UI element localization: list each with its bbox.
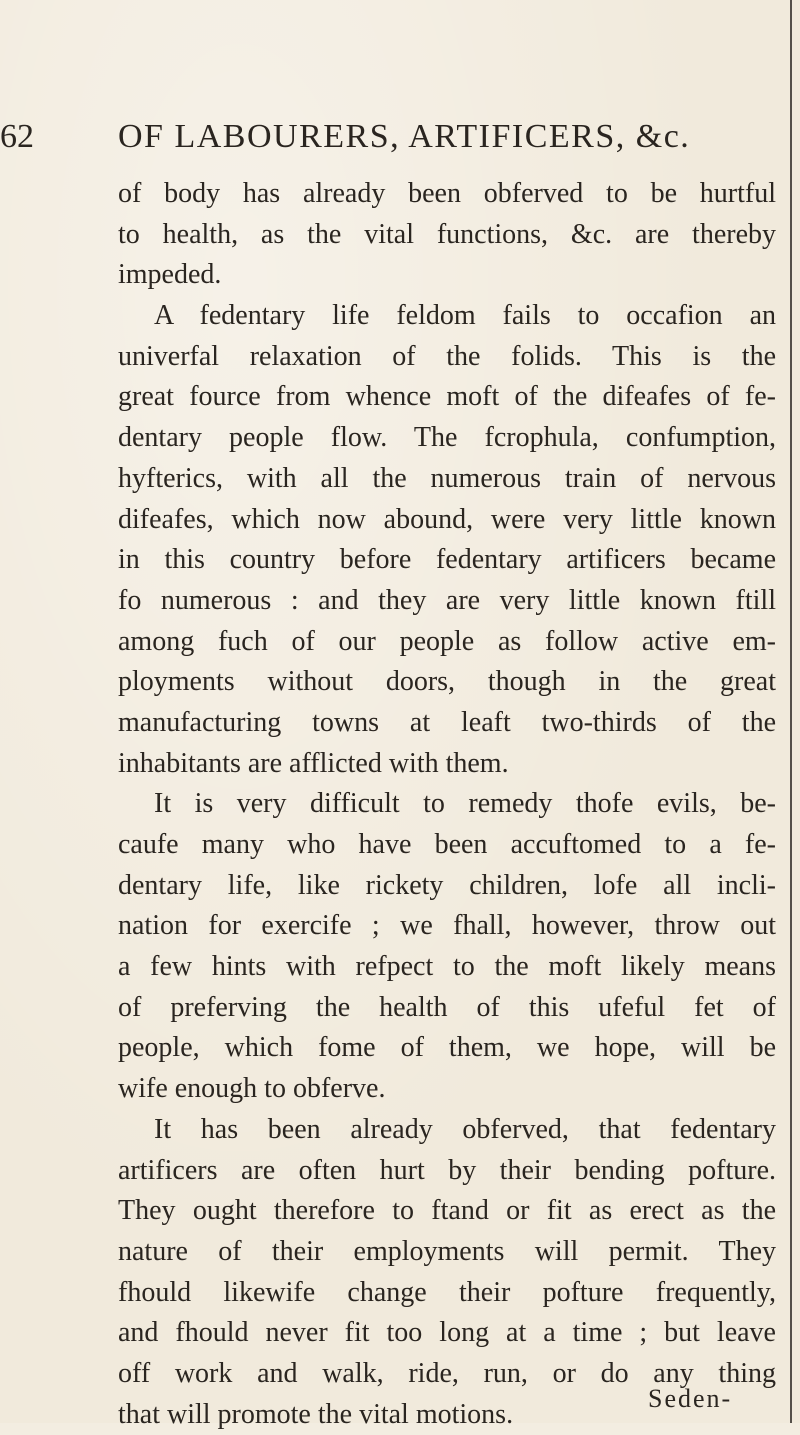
text-line: It has been already obferved, that fedentary — [154, 1113, 776, 1145]
text-line: caufe many who have been accuftomed to a fe- — [118, 829, 776, 860]
text-line: A fedentary life feldom fails to occafion an — [154, 300, 776, 332]
text-line: difeafes, which now abound, were very little known — [118, 503, 776, 535]
text-line: that will promote the vital motions. — [118, 1398, 514, 1430]
text-line: to health, as the vital functions, &c. are thereby — [118, 218, 776, 250]
text-line: dentary people flow. The fcrophula, confumption, — [118, 422, 776, 454]
text-line: dentary life, like rickety children, lofe all incli- — [118, 869, 776, 901]
text-line: univerfal relaxation of the folids. This is the — [118, 340, 776, 372]
text-line: of body has already been obferved to be hurtful — [118, 178, 776, 209]
running-head: OF LABOURERS, ARTIFICERS, &c. — [118, 118, 691, 155]
text-line: in this country before fedentary artificers became — [118, 544, 776, 576]
text-line: people, which fome of them, we hope, will be — [118, 1032, 776, 1064]
text-line: among fuch of our people as follow active em- — [118, 625, 776, 657]
text-line: They ought therefore to ftand or fit as erect as the — [118, 1195, 776, 1227]
text-line: impeded. — [118, 259, 222, 291]
page-number: 62 — [0, 118, 34, 155]
page-edge-rule — [790, 0, 792, 1423]
text-line: and fhould never fit too long at a time ; but leave — [118, 1317, 776, 1349]
text-line: manufacturing towns at leaft two-thirds of the — [118, 706, 776, 738]
text-line: of preferving the health of this ufeful fet of — [118, 991, 776, 1023]
text-line: nation for exercife ; we fhall, however, throw out — [118, 910, 776, 942]
text-line: hyfterics, with all the numerous train of nervous — [118, 462, 776, 494]
text-line: wife enough to obferve. — [118, 1073, 386, 1105]
text-line: ployments without doors, though in the great — [118, 666, 776, 698]
text-line: fo numerous : and they are very little known ftill — [118, 584, 776, 616]
text-line: off work and walk, ride, run, or do any thing — [118, 1357, 776, 1389]
catchword: Seden- — [648, 1384, 733, 1413]
text-line: fhould likewife change their pofture frequently, — [118, 1276, 776, 1308]
page-header — [0, 118, 780, 168]
text-line: artificers are often hurt by their bending pofture. — [118, 1154, 776, 1186]
text-line: inhabitants are afflicted with them. — [118, 747, 509, 779]
text-line: a few hints with refpect to the moft likely means — [118, 951, 776, 983]
text-line: great fource from whence moft of the difeafes of fe- — [118, 381, 776, 413]
text-line: nature of their employments will permit. They — [118, 1235, 776, 1267]
text-line: It is very difficult to remedy thofe evils, be- — [154, 788, 776, 820]
body-text — [118, 174, 776, 1435]
